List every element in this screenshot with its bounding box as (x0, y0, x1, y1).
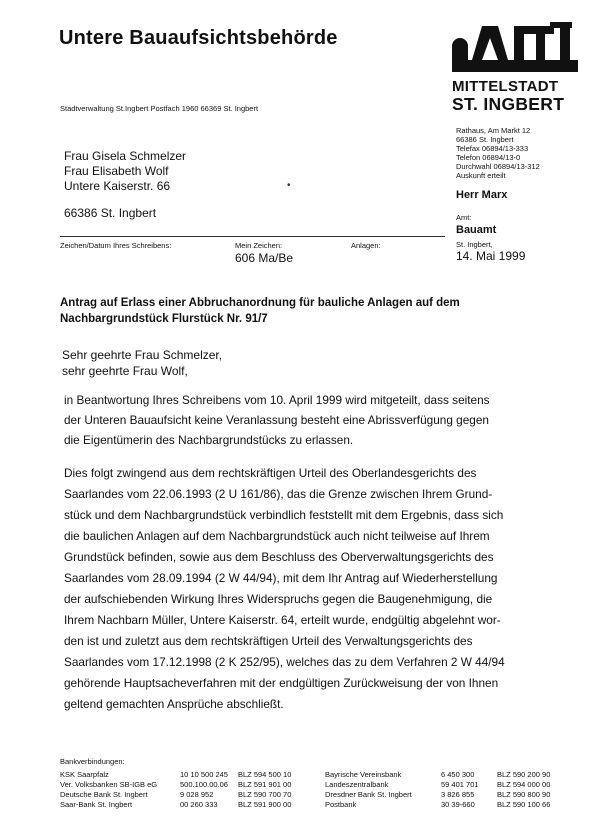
reference-divider (60, 236, 445, 237)
salutation-line: sehr geehrte Frau Wolf, (62, 364, 188, 378)
bank-heading: Bankverbindungen: (60, 757, 125, 766)
recipient-line: Untere Kaiserstr. 66 (64, 179, 171, 193)
paragraph-line: die Eigentümerin des Nachbargrundstücks zu erlassen. (64, 433, 354, 447)
logo-city-line2: ST. INGBERT (452, 94, 565, 114)
bank-name: Dresdner Bank St. Ingbert (325, 790, 412, 799)
paragraph-line: Saarlandes vom 22.06.1993 (2 U 161/86), das die Grenze zwischen Ihrem Grund- (64, 487, 493, 501)
my-reference-value: 606 Ma/Be (235, 251, 294, 265)
bank-blz: BLZ 594 500 10 (238, 770, 292, 779)
recipient-line: 66386 St. Ingbert (64, 206, 157, 220)
your-reference-label: Zeichen/Datum Ihres Schreibens: (60, 241, 172, 250)
paragraph-line: gehörende Hauptsacheverfahren mit der endgültigen Zurückweisung der von Ihnen (64, 676, 499, 690)
bank-name: Postbank (325, 800, 357, 809)
paragraph-line: der aufschiebenden Wirkung Ihres Widerspruchs gegen die Baugenehmigung, die (64, 592, 493, 606)
bank-account: 59 401 701 (441, 780, 479, 789)
contact-line: Rathaus, Am Markt 12 (456, 126, 531, 135)
paragraph-line: Dies folgt zwingend aus dem rechtskräftigen Urteil des Oberlandesgerichts des (64, 466, 477, 480)
paragraph-line: Grundstück befinden, sowie aus dem Beschluss des Oberverwaltungsgerichts des (64, 550, 494, 564)
bank-name: Landeszentralbank (325, 780, 389, 789)
scan-speck: • (287, 180, 291, 191)
sender-return-address: Stadtverwaltung St.Ingbert Postfach 1960 66369 St. Ingbert (60, 104, 259, 113)
bank-blz: BLZ 594 000 00 (497, 780, 551, 789)
attachments-label: Anlagen: (351, 241, 381, 250)
paragraph-line: der Unteren Bauaufsicht keine Veranlassung besteht eine Abrissverfügung gegen (64, 413, 489, 427)
paragraph-line: Ihrem Nachbarn Müller, Untere Kaiserstr. 64, erteilt wurde, endgültig abgelehnt wor- (64, 613, 501, 627)
subject-line: Antrag auf Erlass einer Abbruchanordnung für bauliche Anlagen auf dem (60, 297, 460, 309)
bank-name: Saar-Bank St. Ingbert (60, 800, 133, 809)
paragraph-line: in Beantwortung Ihres Schreibens vom 10. April 1999 wird mitgeteilt, dass seitens (64, 393, 490, 407)
contact-line: Telefon 06894/13-0 (456, 153, 521, 162)
bank-name: KSK Saarpfalz (60, 770, 109, 779)
bank-account: 00 260 333 (180, 800, 218, 809)
bank-account: 500.100.00.06 (180, 780, 228, 789)
officer-name: Herr Marx (456, 189, 508, 201)
bank-blz: BLZ 591 900 00 (238, 800, 292, 809)
paragraph-line: Saarlandes vom 28.09.1994 (2 W 44/94), mit dem Ihr Antrag auf Wiederherstellung (64, 571, 498, 585)
contact-line: Auskunft erteilt (456, 171, 506, 180)
bank-account: 9 028 952 (180, 790, 214, 799)
bank-name: Bayrische Vereinsbank (325, 770, 402, 779)
letter-date: 14. Mai 1999 (456, 249, 526, 263)
office-label: Amt: (456, 213, 472, 222)
salutation-line: Sehr geehrte Frau Schmelzer, (62, 348, 223, 362)
paragraph-line: Saarlandes vom 17.12.1998 (2 K 252/95), welches das zu dem Verfahren 2 W 44/94 (64, 655, 505, 669)
paragraph-line: geltend gemachten Ansprüche abschließt. (64, 697, 284, 711)
logo-city-line1: MITTELSTADT (452, 78, 559, 95)
place-label: St. Ingbert, (456, 240, 493, 249)
bank-account: 30 39-660 (441, 800, 475, 809)
authority-heading: Untere Bauaufsichtsbehörde (59, 27, 338, 49)
recipient-line: Frau Gisela Schmelzer (64, 149, 187, 163)
paragraph-line: den ist und zuletzt aus dem rechtskräftigen Urteil des Verwaltungsgerichts des (64, 634, 473, 648)
bank-account: 6 450 300 (441, 770, 475, 779)
paragraph-line: stück und dem Nachbargrundstück verbindlich feststellt mit dem Ergebnis, dass sich (64, 508, 504, 522)
bank-account: 3 826 855 (441, 790, 475, 799)
office-name: Bauamt (456, 224, 497, 236)
contact-line: Telefax 06894/13-333 (456, 144, 529, 153)
my-reference-label: Mein Zeichen: (235, 241, 283, 250)
contact-line: Durchwahl 06894/13-312 (456, 162, 540, 171)
paragraph-line: die baulichen Anlagen auf dem Nachbargrundstück auch nicht teilweise auf Ihrem (64, 529, 490, 543)
bank-name: Ver. Volksbanken SB-IGB eG (60, 780, 158, 789)
bank-name: Deutsche Bank St. Ingbert (60, 790, 148, 799)
subject-line: Nachbargrundstück Flurstück Nr. 91/7 (60, 313, 268, 325)
bank-blz: BLZ 591 901 00 (238, 780, 292, 789)
bank-account: 10 10 500 245 (180, 770, 228, 779)
bank-blz: BLZ 590 100 66 (497, 800, 551, 809)
recipient-line: Frau Elisabeth Wolf (64, 164, 169, 178)
bank-blz: BLZ 590 200 90 (497, 770, 551, 779)
bank-blz: BLZ 590 700 70 (238, 790, 292, 799)
contact-line: 66386 St. Ingbert (456, 135, 514, 144)
city-emblem-icon (452, 20, 578, 76)
bank-blz: BLZ 590 800 90 (497, 790, 551, 799)
